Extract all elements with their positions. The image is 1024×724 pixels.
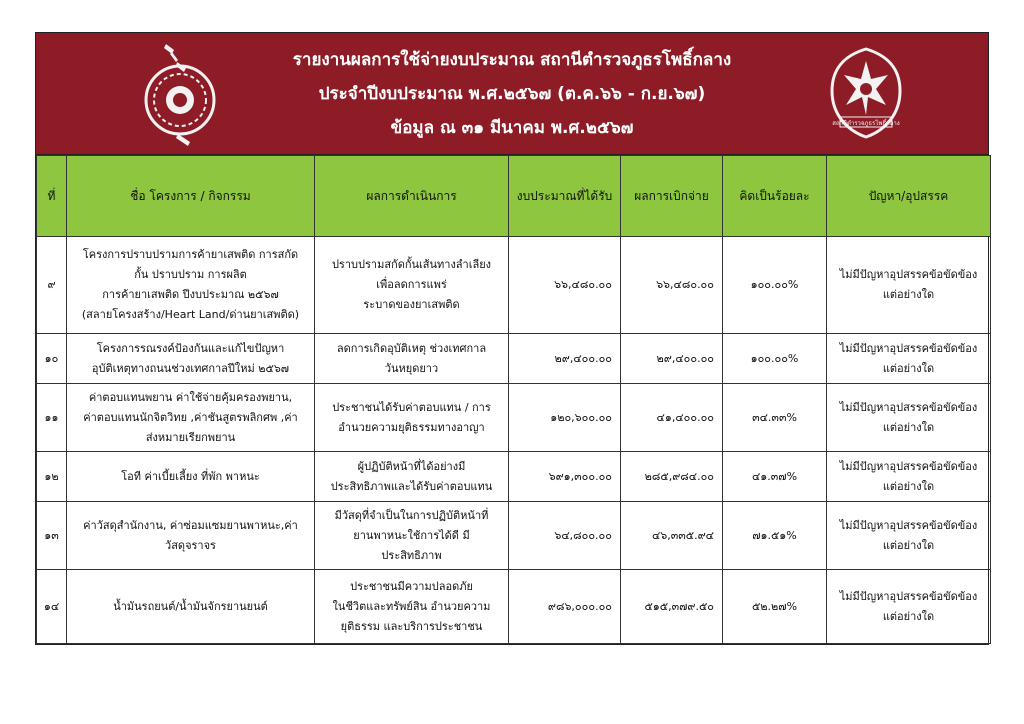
problem-line: แต่อย่างใด [882, 479, 935, 493]
project-line: ค่าตอบแทนนักจิตวิทย ,ค่าชันสูตรพลิกศพ ,ค่า [83, 410, 298, 424]
budget-value: ๙๘๖,๐๐๐.๐๐ [509, 570, 621, 644]
project-line: กั้น ปราบปราม การผลิต [134, 268, 247, 281]
problem-text [827, 237, 991, 334]
report-title-line-1: รายงานผลการใช้จ่ายงบประมาณ สถานีตำรวจภูธรโพธิ์กลาง [292, 50, 732, 70]
budget-value: ๖๖,๔๘๐.๐๐ [509, 237, 621, 334]
result-line: ลดการเกิดอุบัติเหตุ ช่วงเทศกาล [336, 341, 487, 355]
project-line: วัสดุจราจร [165, 538, 216, 552]
problem-line: ไม่มีปัญหาอุปสรรคข้อขัดข้อง [839, 589, 978, 603]
spent-value: ๒๘๕,๙๘๔.๐๐ [621, 452, 723, 502]
row-number: ๑๑ [37, 384, 67, 452]
result-text [315, 452, 509, 502]
problem-text [827, 384, 991, 452]
project-line: (สลายโครงสร้าง/Heart Land/ด่านยาเสพติด) [81, 308, 300, 321]
project-line: อุบัติเหตุทางถนนช่วงเทศกาลปีใหม่ ๒๕๖๗ [91, 361, 290, 375]
column-header-project: ชื่อ โครงการ / กิจกรรม [67, 156, 315, 237]
budget-value: ๖๔,๘๐๐.๐๐ [509, 502, 621, 570]
result-line: ผู้ปฏิบัติหน้าที่ได้อย่างมี [357, 459, 466, 473]
problem-line: ไม่มีปัญหาอุปสรรคข้อขัดข้อง [839, 341, 978, 355]
result-line: วันหยุดยาว [384, 361, 439, 375]
project-line: ค่าตอบแทนพยาน ค่าใช้จ่ายคุ้มครองพยาน, [88, 390, 293, 404]
percent-value: ๓๔.๓๓% [723, 384, 827, 452]
spent-value: ๔๖,๓๓๕.๙๔ [621, 502, 723, 570]
problem-line: ไม่มีปัญหาอุปสรรคข้อขัดข้อง [839, 400, 978, 414]
report-titles [216, 43, 808, 145]
table-row [37, 237, 991, 334]
result-text [315, 384, 509, 452]
spent-value: ๒๙,๔๐๐.๐๐ [621, 334, 723, 384]
result-line: ประสิทธิภาพและได้รับค่าตอบแทน [330, 479, 493, 493]
result-line: เพื่อลดการแพร่ [376, 278, 447, 291]
report-banner [36, 33, 988, 155]
spent-value: ๖๖,๔๘๐.๐๐ [621, 237, 723, 334]
project-line: โอที ค่าเบี้ยเลี้ยง ที่พัก พาหนะ [121, 469, 260, 483]
problem-line: ไม่มีปัญหาอุปสรรคข้อขัดข้อง [839, 268, 978, 281]
problem-line: แต่อย่างใด [882, 361, 935, 375]
budget-table [36, 155, 991, 644]
result-text [315, 502, 509, 570]
problem-line: แต่อย่างใด [882, 420, 935, 434]
spent-value: ๔๑,๔๐๐.๐๐ [621, 384, 723, 452]
table-body [37, 237, 991, 644]
project-line: การค้ายาเสพติด ปีงบประมาณ ๒๕๖๗ [102, 288, 279, 301]
table-row [37, 570, 991, 644]
budget-value: ๖๙๑,๓๐๐.๐๐ [509, 452, 621, 502]
problem-text [827, 334, 991, 384]
budget-value: ๒๙,๔๐๐.๐๐ [509, 334, 621, 384]
royal-emblem-icon [128, 38, 228, 150]
table-row [37, 334, 991, 384]
row-number: ๑๓ [37, 502, 67, 570]
percent-value: ๕๒.๒๗% [723, 570, 827, 644]
project-name [67, 384, 315, 452]
row-number: ๙ [37, 237, 67, 334]
table-row [37, 452, 991, 502]
row-number: ๑๒ [37, 452, 67, 502]
row-number: ๑๐ [37, 334, 67, 384]
result-text [315, 334, 509, 384]
report-title-line-2: ประจำปีงบประมาณ พ.ศ.๒๕๖๗ (ต.ค.๖๖ - ก.ย.๖๗) [318, 84, 706, 104]
row-number: ๑๔ [37, 570, 67, 644]
percent-value: ๔๑.๓๗% [723, 452, 827, 502]
result-line: ประสิทธิภาพ [381, 548, 442, 562]
police-star-emblem-icon [826, 45, 906, 141]
result-line: ยานพาหนะใช้การได้ดี มี [353, 528, 470, 542]
result-line: มีวัสดุที่จำเป็นในการปฏิบัติหน้าที่ [334, 508, 489, 522]
result-line: ยุติธรรม และบริการประชาชน [340, 619, 483, 633]
table-row [37, 502, 991, 570]
result-line: ในชีวิตและทรัพย์สิน อำนวยความ [332, 599, 491, 613]
column-header-spent: ผลการเบิกจ่าย [621, 156, 723, 237]
percent-value: ๑๐๐.๐๐% [723, 334, 827, 384]
column-header-result: ผลการดำเนินการ [315, 156, 509, 237]
project-name [67, 452, 315, 502]
problem-text [827, 452, 991, 502]
project-name [67, 334, 315, 384]
report-title-line-3: ข้อมูล ณ ๓๑ มีนาคม พ.ศ.๒๕๖๗ [390, 118, 634, 138]
column-header-problem: ปัญหา/อุปสรรค [827, 156, 991, 237]
project-line: โครงการรณรงค์ป้องกันและแก้ไขปัญหา [96, 341, 285, 355]
budget-value: ๑๒๐,๖๐๐.๐๐ [509, 384, 621, 452]
result-text [315, 570, 509, 644]
emblem-text: สถานีตำรวจภูธรโพธิ์กลาง [832, 120, 900, 127]
column-header-no: ที่ [37, 156, 67, 237]
spent-value: ๕๑๕,๓๗๙.๕๐ [621, 570, 723, 644]
problem-line: แต่อย่างใด [882, 609, 935, 623]
problem-text [827, 570, 991, 644]
problem-line: แต่อย่างใด [882, 288, 935, 301]
result-text [315, 237, 509, 334]
project-line: น้ำมันรถยนต์/น้ำมันจักรยานยนต์ [113, 599, 268, 613]
percent-value: ๑๐๐.๐๐% [723, 237, 827, 334]
result-line: อำนวยความยุติธรรมทางอาญา [338, 420, 485, 434]
project-name [67, 502, 315, 570]
problem-line: ไม่มีปัญหาอุปสรรคข้อขัดข้อง [839, 518, 978, 532]
project-line: ค่าวัสดุสำนักงาน, ค่าซ่อมแซมยานพาหนะ,ค่า [83, 518, 298, 532]
problem-line: แต่อย่างใด [882, 538, 935, 552]
report-frame [35, 32, 989, 645]
result-line: ปราบปรามสกัดกั้นเส้นทางลำเลียง [331, 258, 492, 271]
result-line: ประชาชนมีความปลอดภัย [350, 579, 473, 593]
project-name [67, 570, 315, 644]
project-line: โครงการปราบปรามการค้ายาเสพติด การสกัด [82, 248, 299, 261]
percent-value: ๗๑.๕๑% [723, 502, 827, 570]
column-header-budget: งบประมาณที่ได้รับ [509, 156, 621, 237]
result-line: ระบาดของยาเสพติด [363, 298, 460, 311]
problem-text [827, 502, 991, 570]
result-line: ประชาชนได้รับค่าตอบแทน / การ [332, 400, 491, 414]
project-line: ส่งหมายเรียกพยาน [145, 430, 236, 444]
problem-line: ไม่มีปัญหาอุปสรรคข้อขัดข้อง [839, 459, 978, 473]
table-row [37, 384, 991, 452]
column-header-percent: คิดเป็นร้อยละ [723, 156, 827, 237]
table-header-row [37, 156, 991, 237]
project-name [67, 237, 315, 334]
